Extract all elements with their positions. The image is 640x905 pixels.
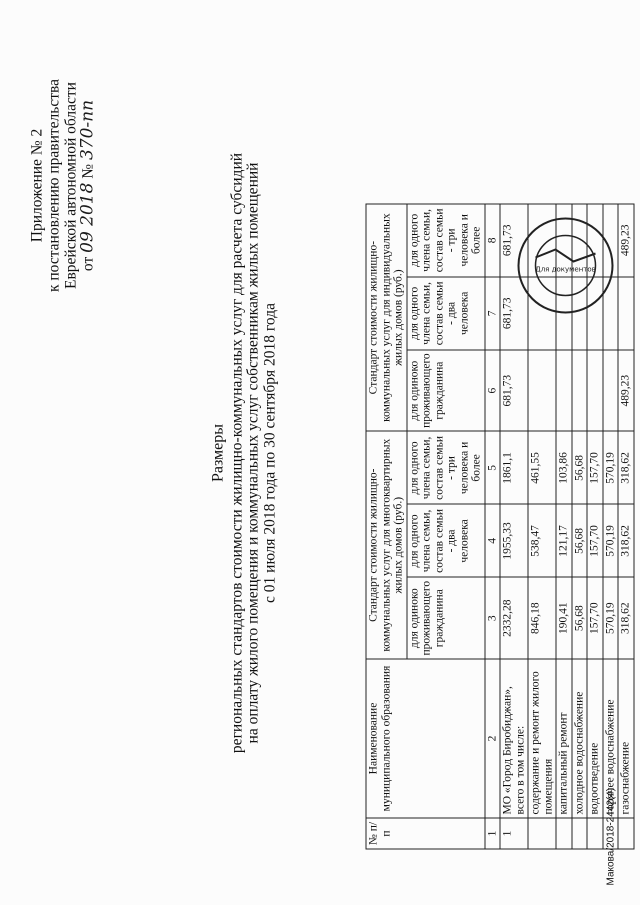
value-cell: 489,23 bbox=[618, 349, 634, 431]
value-cell bbox=[571, 203, 587, 276]
index-cell: 8 bbox=[484, 203, 500, 276]
value-cell: 1955,33 bbox=[500, 504, 528, 577]
subheader-two: для одного члена семьи, состав семьи - два человека bbox=[406, 504, 484, 577]
title-line-1: Размеры bbox=[209, 423, 226, 482]
date-prefix: от bbox=[79, 256, 96, 271]
index-cell: 7 bbox=[484, 276, 500, 349]
value-cell: 157,70 bbox=[587, 577, 603, 659]
standards-table bbox=[365, 203, 634, 849]
header-num: № п/п bbox=[366, 818, 485, 849]
row-num: 1 bbox=[500, 818, 528, 849]
table-row bbox=[618, 203, 634, 848]
row-name: содержание и ремонт жилого помещения bbox=[528, 659, 556, 818]
value-cell: 846,18 bbox=[528, 577, 556, 659]
value-cell: 103,86 bbox=[556, 431, 572, 504]
value-cell bbox=[618, 276, 634, 349]
value-cell: 157,70 bbox=[587, 504, 603, 577]
table-row bbox=[571, 203, 587, 848]
row-name: капитальный ремонт bbox=[556, 659, 572, 818]
subheader-three: для одного члена семьи, состав семьи - три человека и более bbox=[406, 431, 484, 504]
subheader-three: для одного члена семьи, состав семьи - три человека и более bbox=[406, 203, 484, 276]
value-cell: 489,23 bbox=[618, 203, 634, 276]
document-title bbox=[210, 0, 278, 905]
value-cell bbox=[602, 276, 618, 349]
footer-code: Макова/2018-2442(4) bbox=[605, 787, 616, 885]
value-cell bbox=[571, 349, 587, 431]
appendix-title: Приложение № 2 bbox=[28, 128, 45, 242]
appendix-ref: к постановлению правительства bbox=[45, 78, 62, 292]
header-name: Наименование муниципального образования bbox=[366, 659, 485, 818]
value-cell: 570,19 bbox=[602, 504, 618, 577]
header-group-houses: Стандарт стоимости жилищно-коммунальных услуг для индивидуальных жилых домов (руб.) bbox=[366, 203, 407, 431]
value-cell: 318,62 bbox=[618, 504, 634, 577]
table-row bbox=[500, 203, 528, 848]
value-cell: 56,68 bbox=[571, 577, 587, 659]
appendix-block bbox=[28, 20, 96, 350]
header-group-apartments: Стандарт стоимости жилищно-коммунальных услуг для многоквартирных жилых домов (руб.) bbox=[366, 431, 407, 659]
value-cell bbox=[602, 203, 618, 276]
value-cell: 157,70 bbox=[587, 431, 603, 504]
value-cell: 190,41 bbox=[556, 577, 572, 659]
row-name: МО «Город Биробиджан», всего в том числе: bbox=[500, 659, 528, 818]
row-num bbox=[618, 818, 634, 849]
row-name: водоотведение bbox=[587, 659, 603, 818]
row-name: газоснабжение bbox=[618, 659, 634, 818]
row-num bbox=[556, 818, 572, 849]
value-cell: 461,55 bbox=[528, 431, 556, 504]
table-row bbox=[556, 203, 572, 848]
subheader-two: для одного члена семьи, состав семьи - два человека bbox=[406, 276, 484, 349]
stamp-inner-text: Для документов bbox=[534, 265, 596, 273]
value-cell: 570,19 bbox=[602, 577, 618, 659]
value-cell bbox=[528, 349, 556, 431]
value-cell bbox=[587, 276, 603, 349]
value-cell: 56,68 bbox=[571, 504, 587, 577]
value-cell: 56,68 bbox=[571, 431, 587, 504]
value-cell bbox=[556, 276, 572, 349]
column-index-row bbox=[484, 203, 500, 848]
row-name: холодное водоснабжение bbox=[571, 659, 587, 818]
value-cell bbox=[602, 349, 618, 431]
index-cell: 3 bbox=[484, 577, 500, 659]
index-cell: 6 bbox=[484, 349, 500, 431]
appendix-date-line bbox=[79, 20, 96, 350]
handwritten-date: 09 2018 bbox=[77, 182, 97, 253]
value-cell: 1861,1 bbox=[500, 431, 528, 504]
handwritten-number: 370-пп bbox=[77, 99, 97, 160]
row-num bbox=[528, 818, 556, 849]
index-cell: 5 bbox=[484, 431, 500, 504]
table-row bbox=[587, 203, 603, 848]
row-num bbox=[587, 818, 603, 849]
subheader-single: для одиноко проживающего гражданина bbox=[406, 577, 484, 659]
value-cell: 681,73 bbox=[500, 276, 528, 349]
value-cell bbox=[528, 203, 556, 276]
title-line-3: на оплату жилого помещения и коммунальных услуг собственникам жилых помещений bbox=[244, 162, 261, 743]
table-row bbox=[602, 203, 618, 848]
value-cell bbox=[571, 276, 587, 349]
index-cell: 2 bbox=[484, 659, 500, 818]
subheader-single: для одиноко проживающего гражданина bbox=[406, 349, 484, 431]
number-prefix: № bbox=[79, 163, 96, 179]
appendix-region: Еврейской автономной области bbox=[62, 81, 79, 289]
value-cell: 318,62 bbox=[618, 431, 634, 504]
value-cell bbox=[556, 349, 572, 431]
value-cell bbox=[528, 276, 556, 349]
row-num bbox=[571, 818, 587, 849]
value-cell: 681,73 bbox=[500, 349, 528, 431]
value-cell: 318,62 bbox=[618, 577, 634, 659]
value-cell: 538,47 bbox=[528, 504, 556, 577]
value-cell: 121,17 bbox=[556, 504, 572, 577]
value-cell bbox=[556, 203, 572, 276]
value-cell bbox=[587, 203, 603, 276]
value-cell: 2332,28 bbox=[500, 577, 528, 659]
value-cell: 681,73 bbox=[500, 203, 528, 276]
title-line-4: с 01 июля 2018 года по 30 сентября 2018 года bbox=[260, 302, 278, 603]
value-cell: 570,19 bbox=[602, 431, 618, 504]
row-name: горячее водоснабжение bbox=[602, 659, 618, 818]
index-cell: 4 bbox=[484, 504, 500, 577]
title-line-2: региональных стандартов стоимости жилищно-коммунальных услуг для расчета субсидий bbox=[227, 152, 245, 753]
index-cell: 1 bbox=[484, 818, 500, 849]
value-cell bbox=[587, 349, 603, 431]
table-row bbox=[528, 203, 556, 848]
